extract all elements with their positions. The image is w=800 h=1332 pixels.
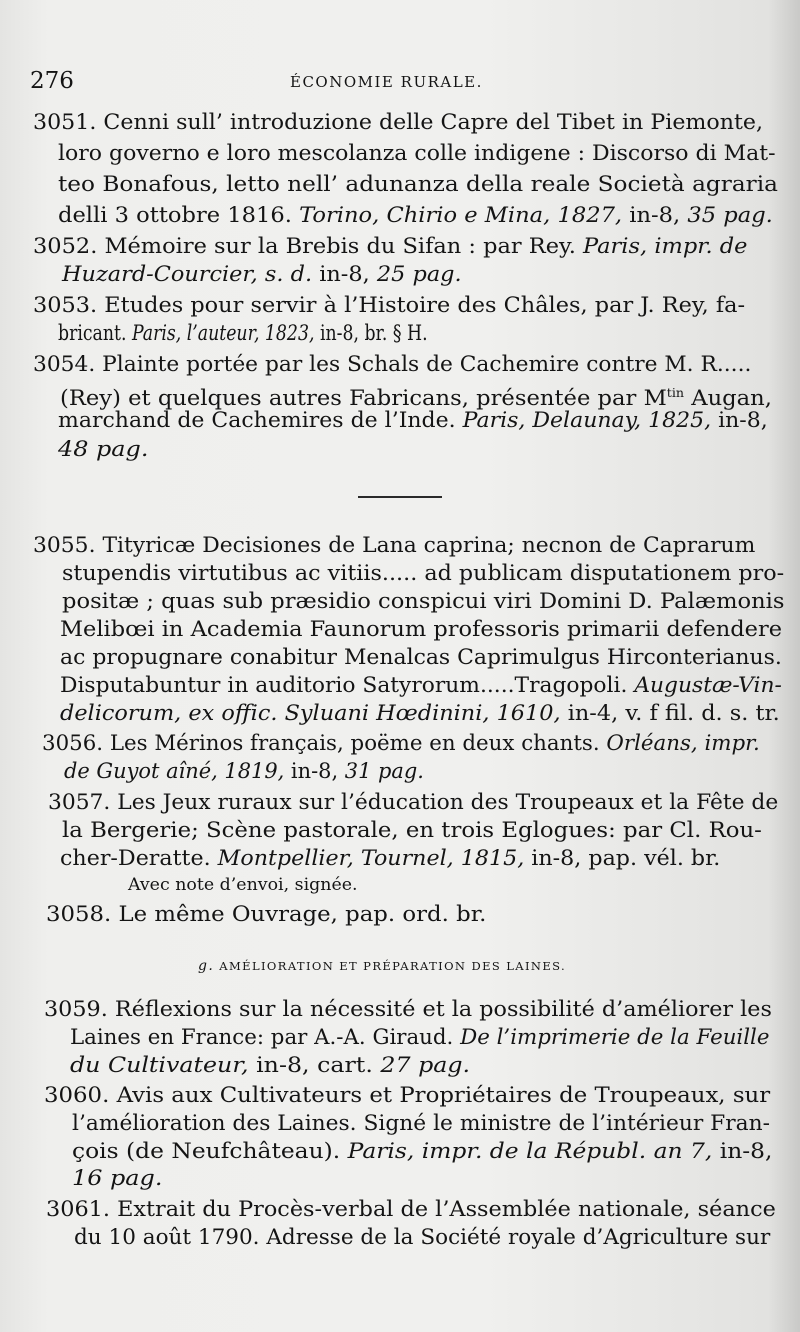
italic-text: Montpellier, Tournel, 1815, [217,846,525,871]
italic-text: Huzard-Courcier, s. d. [62,262,313,287]
running-title: ÉCONOMIE RURALE. [290,73,483,91]
italic-text: de Guyot aîné, 1819, [64,759,285,784]
text-run: in-4, v. f fil. d. s. tr. [560,701,780,726]
text-run: in-8, [711,408,768,433]
text-run: loro governo e loro mescolanza colle indigene : Discorso di Mat- [58,141,776,166]
entry-line [33,234,747,260]
entry-line [60,701,780,727]
entry-line [60,673,782,699]
text-run: (Rey) et quelques autres Fabricans, présentée par M [60,386,667,412]
text-run: Laines en France: par A.-A. Giraud. [70,1025,461,1050]
italic-text: Paris, impr. de la Républ. an 7, [347,1139,713,1164]
italic-text: Paris, impr. de [583,234,748,259]
text-run: in-8, cart. [248,1053,381,1078]
superscript-text: tin [666,386,685,400]
text-run: in-8, br. § H. [314,321,428,346]
text-run: Disputabuntur in auditorio Satyrorum.....Tragopoli. [60,673,635,698]
text-run: 3055. Tityricæ Decisiones de Lana caprina; necnon de Caprarum [33,533,756,558]
text-run: cher-Deratte. [60,846,218,871]
text-run: Melibœi in Academia Faunorum professoris primarii defendere [60,617,783,642]
text-run: Avec note d’envoi, signée. [128,875,358,895]
entry-line [33,352,751,378]
page-header [30,68,770,98]
italic-text: Paris, Delaunay, 1825, [462,408,712,433]
text-run: in-8, [622,203,688,228]
entry-line [70,1025,770,1051]
page-number: 276 [30,68,74,94]
italic-text: 25 pag. [376,262,462,287]
entry-line [74,1225,770,1251]
italic-text: Orléans, impr. [606,731,760,756]
text-run: 3061. Extrait du Procès-verbal de l’Assemblée nationale, séance [46,1197,776,1222]
entry-line [42,731,760,757]
italic-text: Torino, Chirio e Mina, 1827, [299,203,623,228]
entry-line [72,1111,770,1137]
text-run: 3054. Plainte portée par les Schals de Cachemire contre M. R..... [33,352,752,377]
entry-line [62,262,462,288]
text-run: 3060. Avis aux Cultivateurs et Propriétaires de Troupeaux, sur [44,1083,771,1108]
entry-line [58,321,428,347]
italic-text: delicorum, ex offic. Syluani Hœdinini, 1610, [60,701,561,726]
italic-text: du Cultivateur, [70,1053,249,1078]
section-mark: g. [198,958,215,974]
entry-line [70,1053,470,1079]
entry-line [58,408,768,434]
italic-text: 48 pag. [58,437,149,462]
text-run: du 10 août 1790. Adresse de la Société royale d’Agriculture sur [74,1225,771,1250]
italic-text: De l’imprimerie de la Feuille [460,1025,770,1050]
section-divider [358,496,442,498]
text-run: in-8, [284,759,345,784]
entry-line [62,561,784,587]
text-run: 3051. Cenni sull’ introduzione delle Capre del Tibet in Piemonte, [33,110,764,135]
text-run: marchand de Cachemires de l’Inde. [58,408,463,433]
section-heading [198,958,566,974]
text-run: ac propugnare conabitur Menalcas Caprimulgus Hirconterianus. [60,645,782,670]
text-run: bricant. [58,321,132,346]
entry-line [46,1197,776,1223]
text-run: delli 3 ottobre 1816. [58,203,300,228]
text-run: in-8, [312,262,377,287]
text-run: 3059. Réflexions sur la nécessité et la possibilité d’améliorer les [44,997,772,1022]
italic-text: Paris, l’auteur, 1823, [131,321,315,346]
text-run: l’amélioration des Laines. Signé le ministre de l’intérieur Fran- [72,1111,770,1136]
text-run: teo Bonafous, letto nell’ adunanza della reale Società agraria [58,172,778,197]
entry-line [33,110,763,136]
italic-text: Augustæ-Vin- [634,673,782,698]
italic-text: 35 pag. [687,203,773,228]
entry-line [44,1083,770,1109]
text-run: stupendis virtutibus ac vitiis..... ad publicam disputationem pro- [62,561,785,586]
entry-line [44,997,772,1023]
text-run: in-8, [712,1139,773,1164]
entry-line [58,172,778,198]
entry-line [46,902,486,928]
entry-line [33,293,745,319]
entry-note [128,872,358,898]
entry-line [58,141,776,167]
italic-text: 16 pag. [72,1166,163,1191]
entry-line [58,437,148,463]
entry-line [58,203,773,229]
entry-line [62,589,784,615]
entry-line [60,617,782,643]
text-run: la Bergerie; Scène pastorale, en trois Eglogues: par Cl. Rou- [62,818,762,843]
text-run: Augan, [684,386,772,412]
text-run: 3056. Les Mérinos français, poëme en deux chants. [42,731,607,756]
entry-line [60,846,720,872]
entry-line [72,1166,162,1192]
entry-line [72,1139,772,1165]
text-run: 3057. Les Jeux ruraux sur l’éducation des Troupeaux et la Fête de [48,790,779,815]
entry-line [48,790,778,816]
text-run: positæ ; quas sub præsidio conspicui viri Domini D. Palæmonis [62,589,785,614]
italic-text: 27 pag. [380,1053,471,1078]
italic-text: 31 pag. [344,759,424,784]
text-run: çois (de Neufchâteau). [72,1139,348,1164]
text-run: 3058. Le même Ouvrage, pap. ord. br. [46,902,487,927]
entry-line [33,533,755,559]
entry-line [64,759,424,785]
text-run: 3053. Etudes pour servir à l’Histoire des Châles, par J. Rey, fa- [33,293,746,318]
section-title: AMÉLIORATION ET PRÉPARATION DES LAINES. [219,959,567,973]
text-run: 3052. Mémoire sur la Brebis du Sifan : par Rey. [33,234,584,259]
entry-line [62,818,762,844]
text-run: in-8, pap. vél. br. [524,846,721,871]
entry-line [60,645,782,671]
